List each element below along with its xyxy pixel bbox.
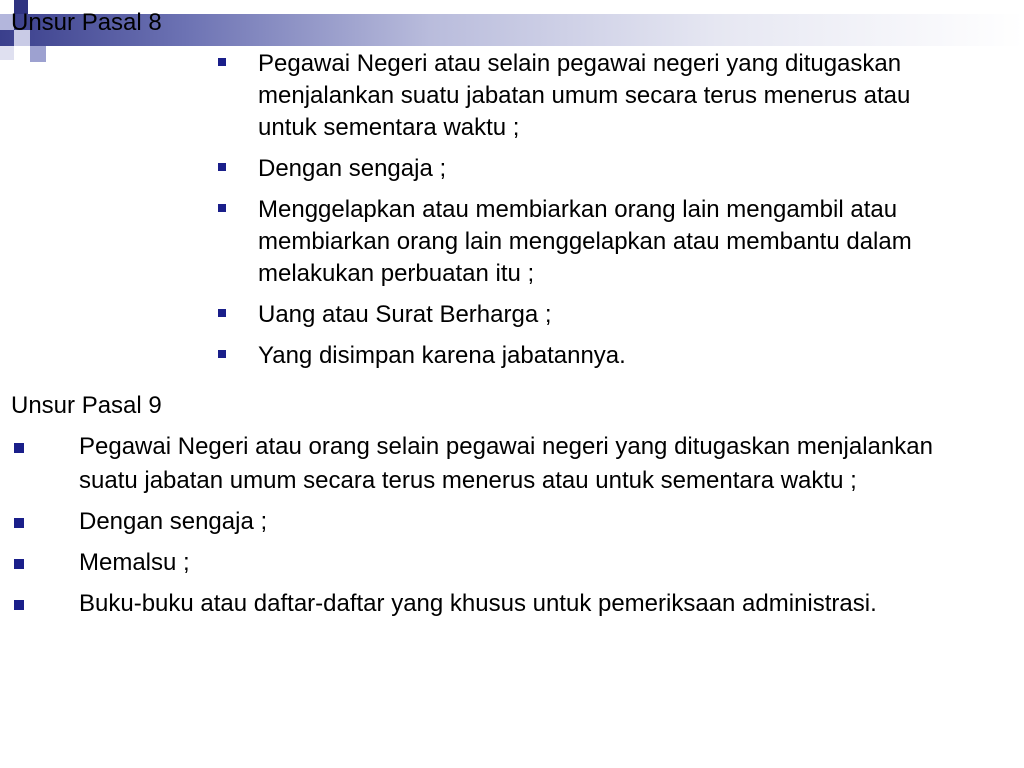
list-item-text: Dengan sengaja ;	[258, 155, 447, 182]
square-bullet-icon	[218, 350, 226, 358]
list-item-text: Yang disimpan karena jabatannya.	[258, 342, 626, 369]
list-item	[214, 194, 964, 290]
section-heading-pasal-9: Unsur Pasal 9	[11, 392, 162, 419]
square-bullet-icon	[14, 518, 24, 528]
list-item	[11, 546, 971, 580]
list-item	[214, 153, 964, 185]
square-bullet-icon	[218, 163, 226, 171]
list-item	[11, 505, 971, 539]
section-heading-pasal-8: Unsur Pasal 8	[11, 9, 162, 36]
list-item-text: Buku-buku atau daftar-daftar yang khusus untuk pemeriksaan administrasi.	[79, 590, 877, 617]
square-bullet-icon	[14, 443, 24, 453]
list-item-text: Uang atau Surat Berharga ;	[258, 301, 552, 328]
list-item-text: Menggelapkan atau membiarkan orang lain mengambil atau membiarkan orang lain menggelapkan atau membantu dalam melakukan perbuatan itu ;	[258, 196, 912, 287]
list-item-text: Pegawai Negeri atau selain pegawai negeri yang ditugaskan menjalankan suatu jabatan umum secara terus menerus atau untuk sementara waktu ;	[258, 50, 911, 141]
list-item	[214, 340, 964, 372]
list-item	[11, 430, 971, 498]
decorative-square	[30, 46, 46, 62]
list-item-text: Dengan sengaja ;	[79, 508, 268, 535]
pasal-8-list	[214, 48, 964, 381]
list-item	[214, 299, 964, 331]
square-bullet-icon	[218, 309, 226, 317]
list-item-text: Pegawai Negeri atau orang selain pegawai negeri yang ditugaskan menjalankan suatu jabatan umum secara terus menerus atau untuk sementara waktu ;	[79, 433, 933, 494]
list-item-text: Memalsu ;	[79, 549, 190, 576]
list-item	[214, 48, 964, 144]
list-item	[11, 587, 971, 621]
square-bullet-icon	[218, 58, 226, 66]
pasal-9-list	[11, 430, 971, 628]
decorative-square	[0, 46, 14, 60]
square-bullet-icon	[14, 600, 24, 610]
square-bullet-icon	[14, 559, 24, 569]
square-bullet-icon	[218, 204, 226, 212]
